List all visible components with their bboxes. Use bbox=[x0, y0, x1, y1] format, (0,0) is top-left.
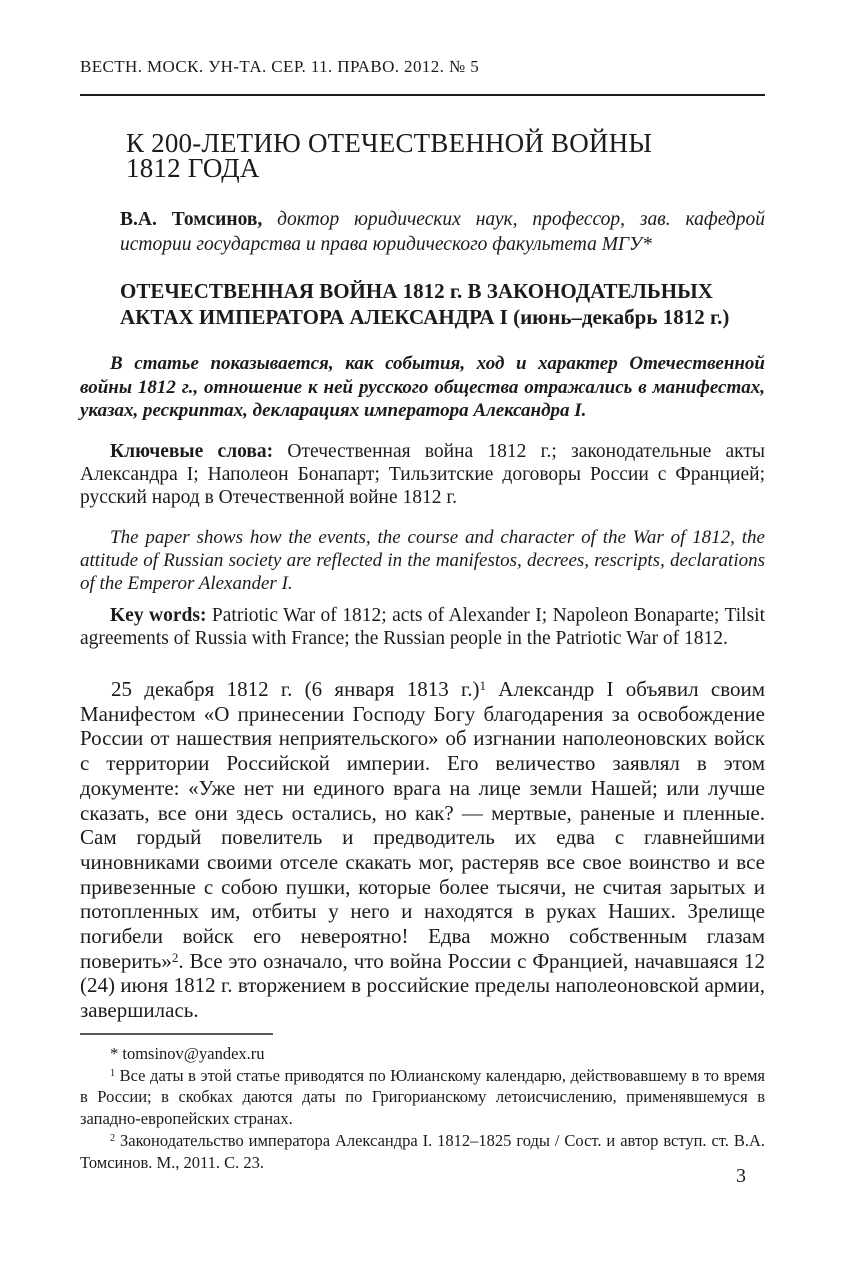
article-title-line2: АКТАХ ИМПЕРАТОРА АЛЕКСАНДРА I (июнь–декабрь 1812 г.) bbox=[120, 304, 730, 329]
keywords-russian-text: Отечественная война 1812 г.; законодательные акты Александра I; Наполеон Бонапарт; Тильзитские договоры России с Францией; русский народ в Отечественной войне 1812 г. bbox=[80, 441, 766, 508]
keywords-english-label: Key words: bbox=[110, 605, 207, 626]
body-segment-2: Александр I объявил своим Манифестом «О принесении Господу Богу благодарения за освобождение России от нашествия неприятельского» об изгнании наполеоновских войск с территории Российской империи. Его величество заявлял в этом документе: «Уже нет ни единого врага на лице земли Нашей; или лучше сказать, все они здесь остались, но как? — мертвые, раненые и пленные. Сам гордый повелитель и предводитель их едва с главнейшими чиновниками своими отселе скакать мог, растеряв все свое воинство и все привезенные с собою пушки, которые более тысячи, не считая зарытых и потопленных им, отбиты у него и находятся в руках Наших. Зрелище погибели войск его невероятно! Едва можно собственным глазам поверить» bbox=[80, 677, 765, 973]
footnote-ref-2: 2 bbox=[171, 949, 179, 965]
footnote-1-text: Все даты в этой статье приводятся по Юлианскому календарю, действовавшему в то время в России; в скобках даются даты по Григорианскому летоисчислению, применявшемуся в западно-европейских странах. bbox=[80, 1065, 765, 1129]
author-name: В.А. Томсинов, bbox=[120, 209, 263, 230]
header-rule bbox=[80, 94, 765, 96]
abstract-english-text: The paper shows how the events, the course and character of the War of 1812, the attitude of Russian society are reflected in the manifestos, decrees, rescripts, declarations of the Emperor Alexander I. bbox=[80, 527, 765, 595]
footnote-star-marker: * bbox=[110, 1044, 119, 1063]
footnote-ref-1: 1 bbox=[479, 678, 486, 694]
footnote-2-text: Законодательство императора Александра I. 1812–1825 годы / Сост. и автор вступ. ст. В.А. Томсинов. М., 2011. С. 23. bbox=[80, 1130, 765, 1172]
body-segment-3: . Все это означало, что война России с Францией, начавшаяся 12 (24) июня 1812 г. вторжением в российские пределы наполеоновской армии, завершилась. bbox=[80, 948, 765, 1023]
abstract-english bbox=[80, 526, 765, 596]
footnote-separator-rule bbox=[80, 1033, 273, 1035]
journal-running-head: ВЕСТН. МОСК. УН-ТА. СЕР. 11. ПРАВО. 2012. № 5 bbox=[80, 57, 480, 76]
author-line bbox=[120, 207, 765, 257]
author-footnote-marker: * bbox=[642, 234, 652, 255]
footnote-1 bbox=[80, 1065, 765, 1130]
article-title-line1: ОТЕЧЕСТВЕННАЯ ВОЙНА 1812 г. В ЗАКОНОДАТЕЛЬНЫХ bbox=[120, 279, 713, 303]
author-affiliation: доктор юридических наук, профессор, зав. кафедрой истории государства и права юридического факультета МГУ bbox=[120, 209, 765, 255]
article-title bbox=[120, 279, 770, 330]
keywords-english-text: Patriotic War of 1812; acts of Alexander I; Napoleon Bonaparte; Tilsit agreements of Russia with France; the Russian people in the Patriotic War of 1812. bbox=[80, 605, 765, 649]
abstract-russian bbox=[80, 352, 765, 423]
rubric-title-line1: К 200-ЛЕТИЮ ОТЕЧЕСТВЕННОЙ ВОЙНЫ bbox=[126, 128, 653, 158]
footnotes-block bbox=[80, 1043, 765, 1173]
keywords-english bbox=[80, 604, 765, 650]
footnote-star-text: tomsinov@yandex.ru bbox=[118, 1044, 265, 1063]
rubric-title bbox=[126, 128, 776, 183]
keywords-russian-label: Ключевые слова: bbox=[110, 441, 274, 462]
footnote-star bbox=[80, 1043, 765, 1065]
body-paragraph bbox=[80, 677, 765, 1023]
footnote-1-marker: 1 bbox=[110, 1068, 116, 1080]
abstract-russian-text: В статье показывается, как события, ход и характер Отечественной войны 1812 г., отношение к ней русского общества отражались в манифестах, указах, рескриптах, декларациях императора Александра I. bbox=[80, 353, 765, 421]
body-segment-1: 25 декабря 1812 г. (6 января 1813 г.) bbox=[111, 677, 480, 701]
footnote-2-marker: 2 bbox=[110, 1133, 116, 1145]
keywords-russian bbox=[80, 440, 765, 509]
rubric-title-line2: 1812 ГОДА bbox=[126, 152, 260, 183]
page-number: 3 bbox=[736, 1165, 746, 1187]
